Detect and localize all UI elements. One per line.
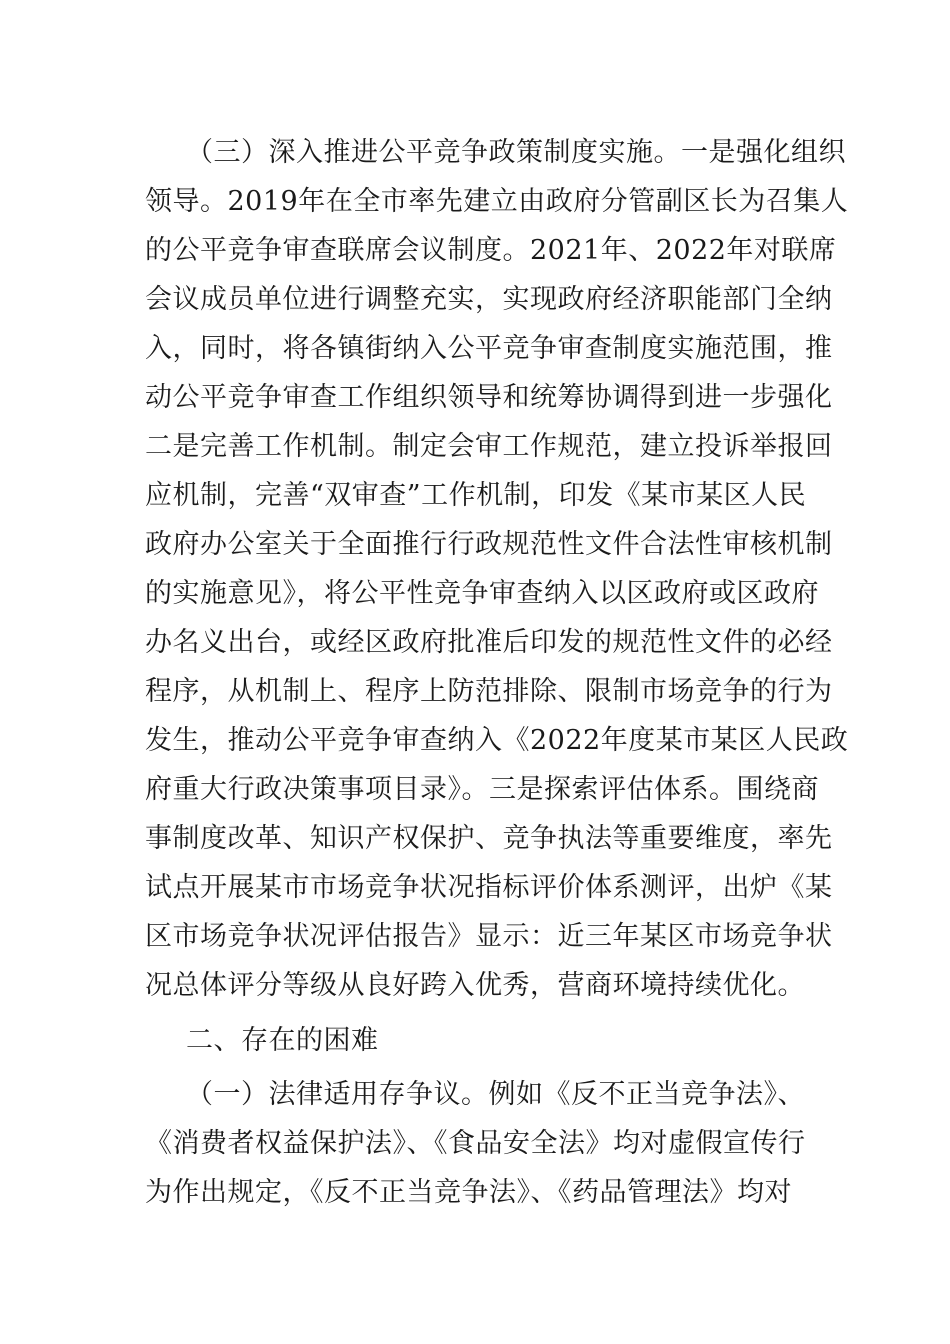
paragraph-line: 试点开展某市市场竞争状况指标评价体系测评，出炉《某 bbox=[145, 872, 833, 903]
paragraph-line: 况总体评分等级从良好跨入优秀，营商环境持续优化。 bbox=[145, 970, 805, 1001]
paragraph-line: 府重大行政决策事项目录》。三是探索评估体系。围绕商 bbox=[145, 774, 819, 805]
section-heading: 二、存在的困难 bbox=[186, 1025, 379, 1056]
paragraph-line: 事制度改革、知识产权保护、竞争执法等重要维度，率先 bbox=[145, 823, 833, 854]
paragraph-line: 为作出规定，《反不正当竞争法》、《药品管理法》均对 bbox=[145, 1177, 792, 1208]
paragraph-line: （三）深入推进公平竞争政策制度实施。一是强化组织 bbox=[186, 137, 846, 168]
paragraph-line: 的实施意见》，将公平性竞争审查纳入以区政府或区政府 bbox=[145, 578, 819, 609]
paragraph-line: 程序，从机制上、程序上防范排除、限制市场竞争的行为 bbox=[145, 676, 833, 707]
paragraph-line: 入，同时，将各镇街纳入公平竞争审查制度实施范围，推 bbox=[145, 333, 833, 364]
paragraph-line: 政府办公室关于全面推行行政规范性文件合法性审核机制 bbox=[145, 529, 833, 560]
paragraph-line: 应机制，完善“双审查”工作机制，印发《某市某区人民 bbox=[145, 480, 807, 511]
paragraph-line: （一）法律适用存争议。例如《反不正当竞争法》、 bbox=[186, 1079, 805, 1110]
paragraph-line: 会议成员单位进行调整充实，实现政府经济职能部门全纳 bbox=[145, 284, 833, 315]
paragraph-line: 动公平竞争审查工作组织领导和统筹协调得到进一步强化 bbox=[145, 382, 833, 413]
paragraph-line: 二是完善工作机制。制定会审工作规范，建立投诉举报回 bbox=[145, 431, 833, 462]
paragraph-line: 领导。2019年在全市率先建立由政府分管副区长为召集人 bbox=[145, 186, 849, 217]
paragraph-line: 发生，推动公平竞争审查纳入《2022年度某市某区人民政 bbox=[145, 725, 849, 756]
paragraph-line: 的公平竞争审查联席会议制度。2021年、2022年对联席 bbox=[145, 235, 837, 266]
paragraph-line: 区市场竞争状况评估报告》显示：近三年某区市场竞争状 bbox=[145, 921, 833, 952]
paragraph-line: 《消费者权益保护法》、《食品安全法》均对虚假宣传行 bbox=[145, 1128, 806, 1159]
paragraph-line: 办名义出台，或经区政府批准后印发的规范性文件的必经 bbox=[145, 627, 833, 658]
